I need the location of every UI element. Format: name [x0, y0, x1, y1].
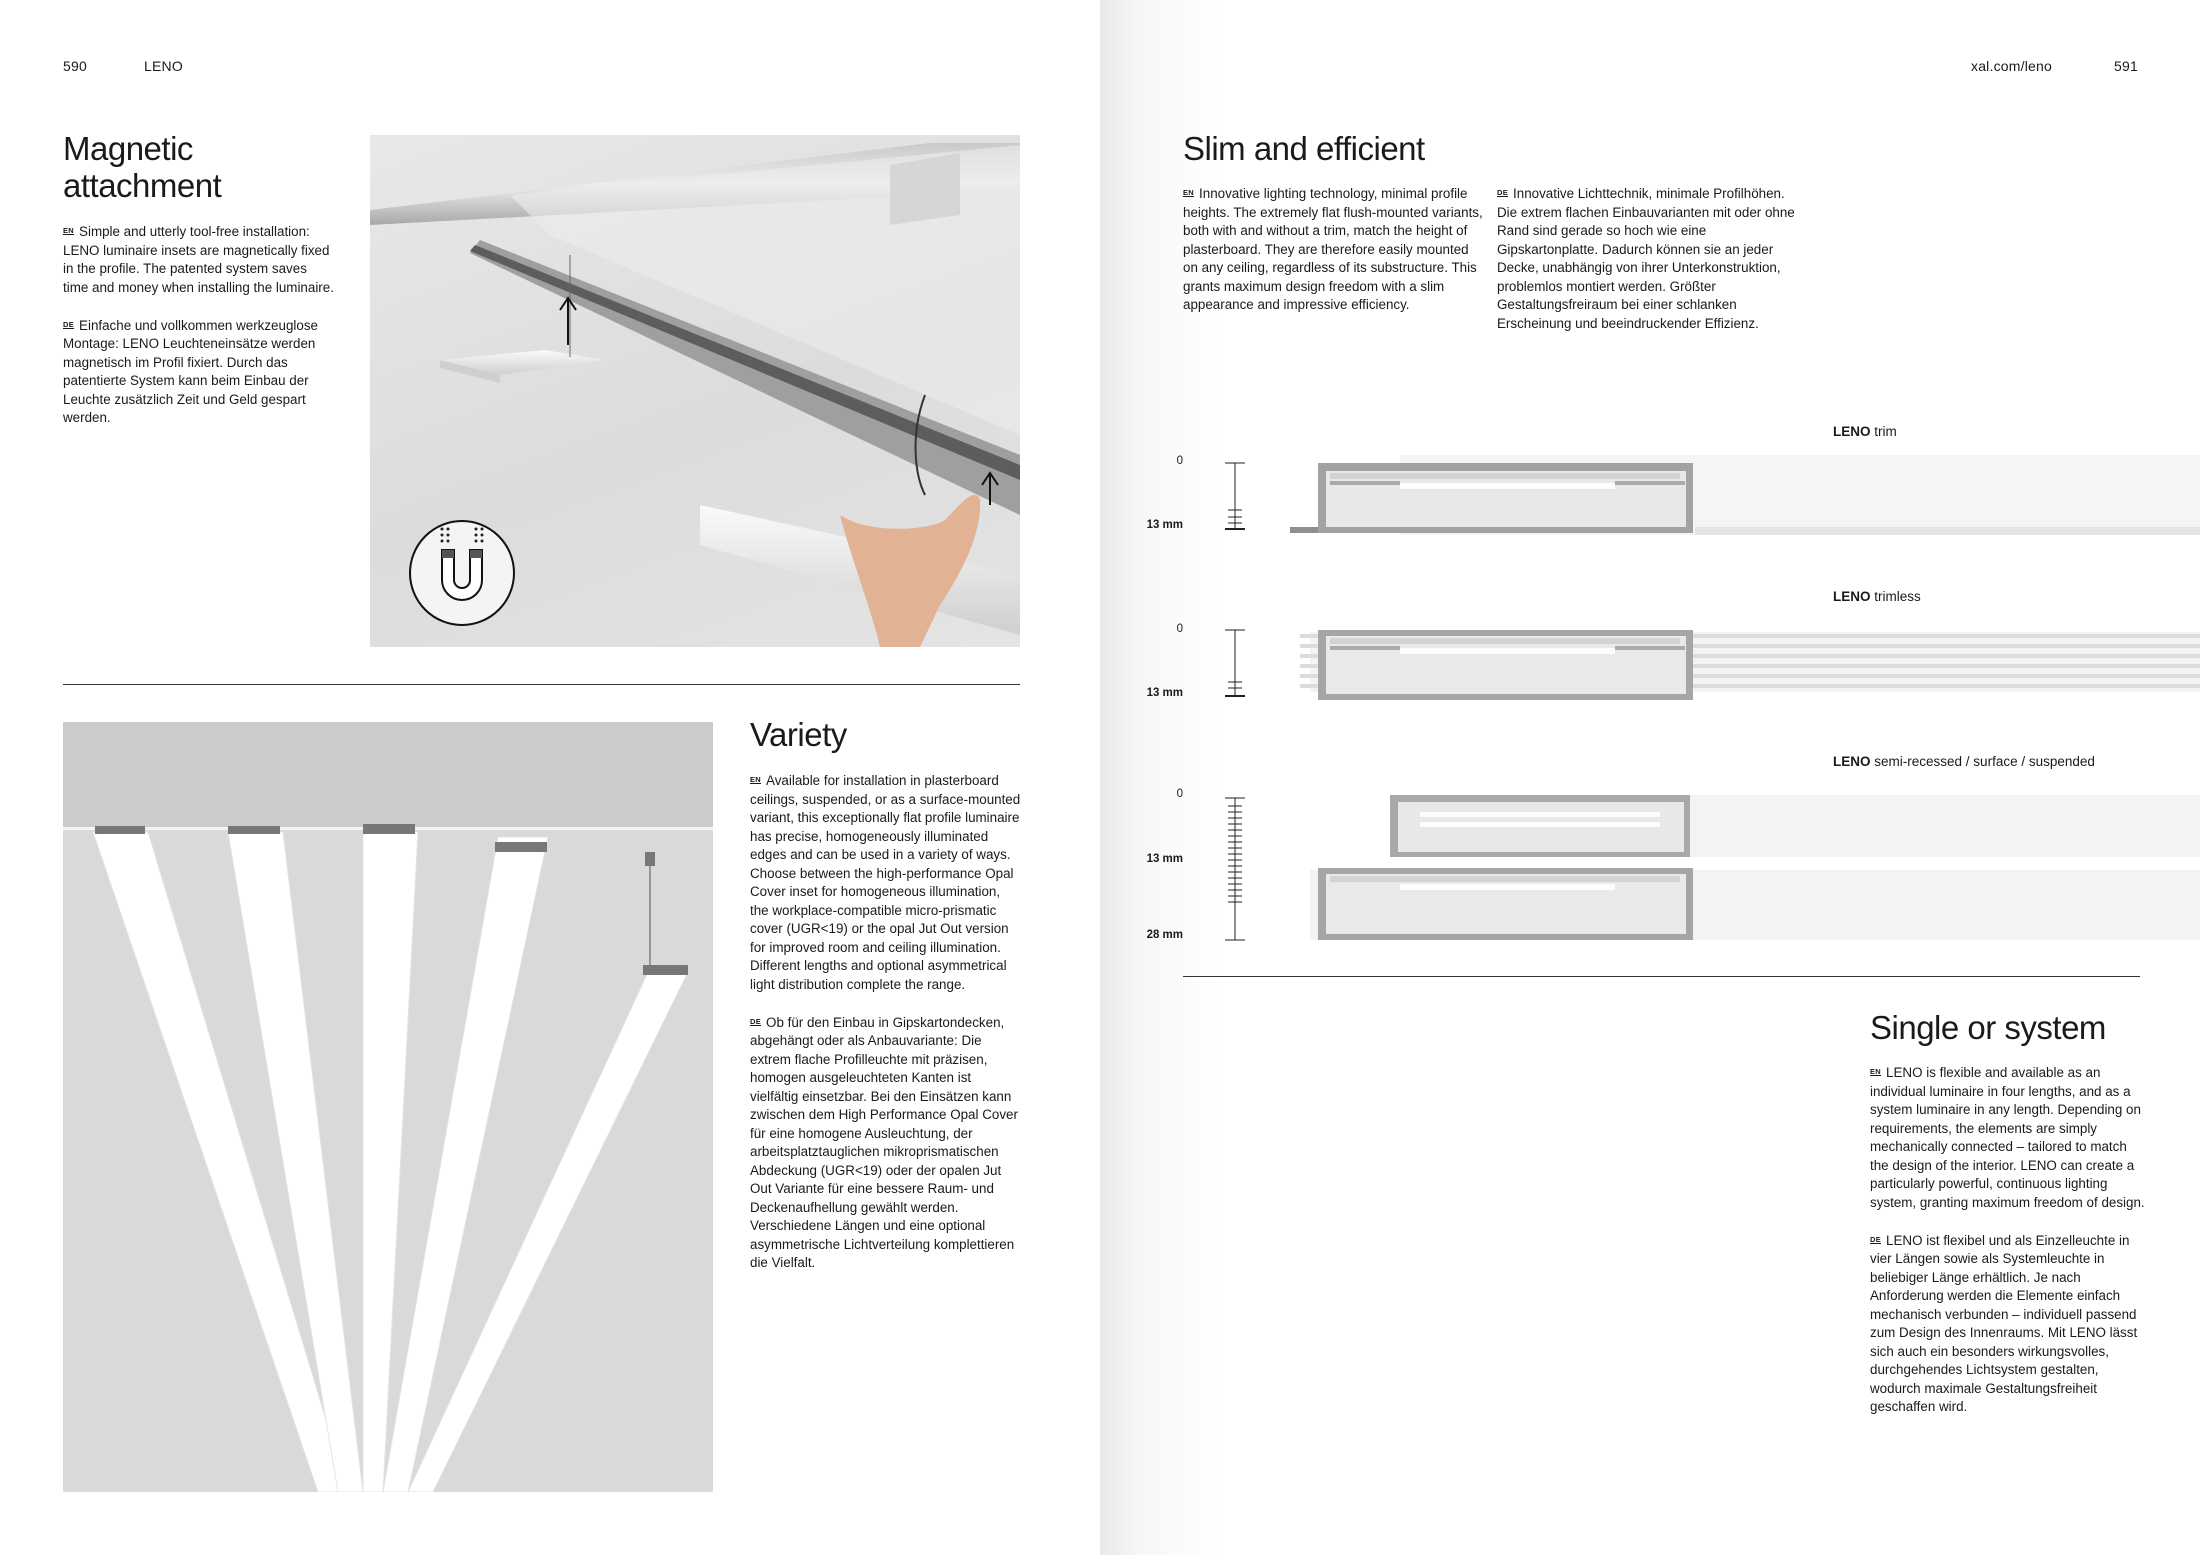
- slim-de: $^{DE}$ Innovative Lichttechnik, minimale Profilhöhen. Die extrem flachen Einbauvarianten mit oder ohne Rand sind gerade so hoch wie eine Gipskartonplatte. Dadurch können sie an jeder Decke, unabhängig von ihrer Unterkonstruktion, problemlos montiert werden. Größter Gestaltungsfreiraum bei einer schlanken Erscheinung und beeindruckender Effizienz.: [1497, 186, 1795, 331]
- diagram-trimless-label: LENO trimless: [1833, 589, 1921, 604]
- variety-photo: [63, 722, 713, 1492]
- magnetic-illustration: [370, 135, 1020, 647]
- variety-text: [750, 771, 1022, 1291]
- en-tag: EN: [1183, 188, 1195, 197]
- diagram-trimless: [1190, 622, 2200, 707]
- diagram-semi-label: LENO semi-recessed / surface / suspended: [1833, 754, 2095, 769]
- single-de: $^{DE}$ LENO ist flexibel und als Einzelleuchte in vier Längen sowie als Systemleuchte in beliebiger Länge erhältlich. Je nach Anforderung werden die Elemente einfach mechanisch verbunden – individuell passend zum Design des Innenraums. Mit LENO lässt sich auch ein besonders wirkungsvolles, durchgehendes Lichtsystem gestalten, wodurch maximale Gestaltungsfreiheit geschaffen wird.: [1870, 1232, 2138, 1414]
- variety-de: $^{DE}$ Ob für den Einbau in Gipskartondecken, abgehängt oder als Anbauvariante: Die extrem flache Profilleuchte mit präzisen, homogen ausgeleuchteten Kanten ist vielfältig einsetzbar. Bei den Einsätzen kann zwischen dem High Performance Opal Cover für eine homogene Ausleuchtung, der arbeitsplatztauglichen mikroprismatischen Abdeckung (UGR<19) oder der opalen Jut Out Variante für eine bessere Raum- und Deckenaufhellung gewählt werden. Verschiedene Längen und eine optional asymmetrische Lichtverteilung komplettieren die Vielfalt.: [750, 1014, 1018, 1270]
- scale-28mm: 28 mm: [1146, 929, 1183, 941]
- magnetic-title: Magnetic attachment: [63, 130, 222, 204]
- page-number-left: 590: [63, 58, 87, 74]
- page-number-right: 591: [2114, 58, 2138, 74]
- section-divider: [1183, 976, 2140, 977]
- de-tag: DE: [1497, 188, 1509, 197]
- en-tag: EN: [1870, 1067, 1882, 1076]
- single-en: $^{EN}$ LENO is flexible and available as an individual luminaire in four lengths, and as a system luminaire in any length. Depending on requirements, the elements are simply mechanically connected – tailored to match the design of the interior. LENO can create a particularly powerful, continuous lighting system, granting maximum freedom of design.: [1870, 1065, 2145, 1210]
- website-url: xal.com/leno: [1971, 58, 2052, 74]
- scale-13mm: 13 mm: [1146, 853, 1183, 865]
- de-tag: DE: [63, 319, 75, 329]
- single-text: [1870, 1063, 2145, 1435]
- scale-zero: 0: [1176, 455, 1183, 467]
- de-tag: DE: [750, 1016, 762, 1026]
- magnetic-text: [63, 222, 335, 446]
- slim-title: Slim and efficient: [1183, 130, 1425, 167]
- scale-13mm: 13 mm: [1146, 519, 1183, 531]
- diagram-semi: [1190, 790, 2200, 950]
- en-tag: EN: [750, 775, 762, 784]
- right-page: [1100, 0, 2200, 1555]
- scale-zero: 0: [1176, 623, 1183, 635]
- variety-illustration: [63, 722, 713, 1492]
- magnetic-en: $^{EN}$ Simple and utterly tool-free installation: LENO luminaire insets are magnetically fixed in the profile. The patented system saves time and money when installing the luminaire.: [63, 224, 334, 295]
- de-tag: DE: [1870, 1234, 1882, 1244]
- variety-en: $^{EN}$ Available for installation in plasterboard ceilings, suspended, or as a surface-mounted variant, this exceptionally flat profile luminaire has precise, homogeneously illuminated edges and can be used in a variety of ways. Choose between the high-performance Opal Cover inset for homogeneous illumination, the workplace-compatible micro-prismatic cover (UGR<19) or the opal Jut Out version for improved room and ceiling illumination. Different lengths and optional asymmetrical light distribution complete the range.: [750, 773, 1021, 992]
- magnetic-de: $^{DE}$ Einfache und vollkommen werkzeuglose Montage: LENO Leuchteneinsätze werden magnetisch im Profil fixiert. Durch das patentierte System kann beim Einbau der Leuchte zusätzlich Zeit und Geld gespart werden.: [63, 317, 318, 425]
- diagram-trim: [1190, 455, 2200, 540]
- magnetic-attachment-photo: [370, 135, 1020, 647]
- variety-title: Variety: [750, 716, 847, 753]
- diagram-trim-label: LENO trim: [1833, 424, 1897, 439]
- section-divider: [63, 684, 1020, 685]
- en-tag: EN: [63, 226, 75, 235]
- scale-13mm: 13 mm: [1146, 687, 1183, 699]
- slim-en: $^{EN}$ Innovative lighting technology, minimal profile heights. The extremely flat flush-mounted variants, both with and without a trim, match the height of plasterboard. They are therefore easily mounted on any ceiling, regardless of its substructure. This grants maximum design freedom with a slim appearance and impressive efficiency.: [1183, 186, 1483, 312]
- single-title: Single or system: [1870, 1009, 2106, 1046]
- scale-zero: 0: [1176, 788, 1183, 800]
- brand-header: LENO: [144, 58, 183, 74]
